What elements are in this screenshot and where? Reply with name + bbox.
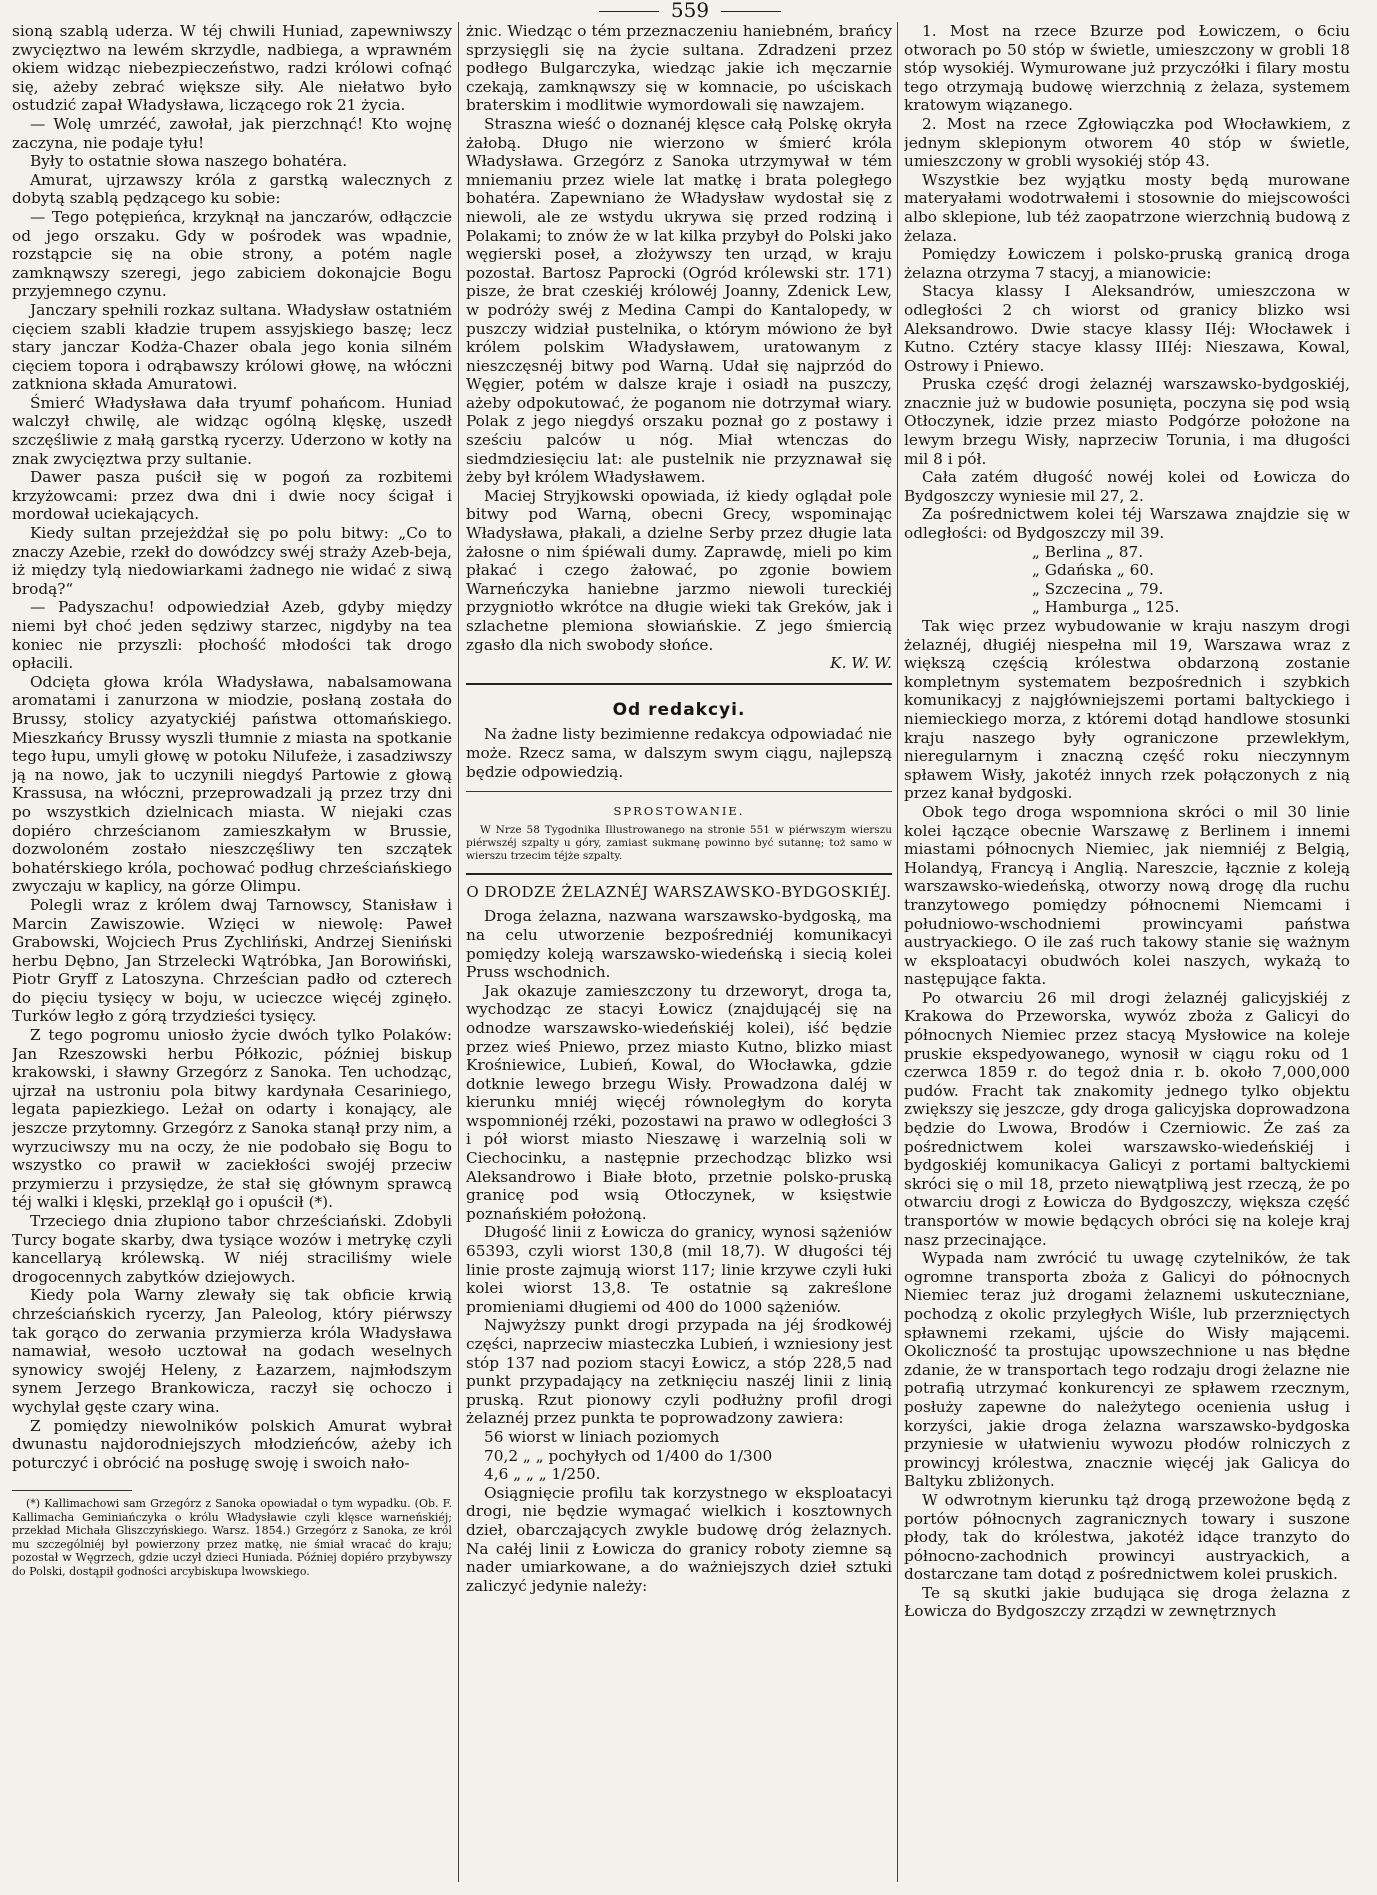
paragraph: Wszystkie bez wyjątku mosty będą murowane materyałami wodotrwałemi i stosownie do miejscowości albo sklepione, lub téż zaopatrzone wierzchnią budową z żelaza.: [904, 170, 1350, 245]
paragraph: Pruska część drogi żelaznéj warszawsko-bydgoskiéj, znacznie już w budowie posunięta, poczyna się pod wsią Otłoczynek, idzie przez miasto Podgórze położone na lewym brzegu Wisły, naprzeciw Torunia, i ma długości mil 8 i pół.: [904, 375, 1350, 468]
paragraph: Jak okazuje zamieszczony tu drzeworyt, droga ta, wychodząc ze stacyi Łowicz (znajdującéj się na odnodze warszawsko-wiedeńskiéj kolei), iść będzie przez wieś Pniewo, przez miasto Kutno, blizko miast Krośniewice, Lubień, Kowal, do Włocławka, gdzie dotknie lewego brzegu Wisły. Prowadzona daléj w kierunku mniéj więcéj równoległym do koryta wspomnionéj rzéki, pozostawi na prawo w odległości 3 i pół wiorst miasto Nieszawę i warzelnią soli w Ciechocinku, a następnie przechodząc blizko wsi Aleksandrowo i Białe błoto, przetnie polsko-pruską granicę pod wsią Otłoczynek, w księstwie poznańskiém położoną.: [466, 981, 892, 1223]
profile-list-item: 4,6 „ „ „ 1/250.: [484, 1465, 601, 1484]
footnote-separator: [12, 1490, 132, 1491]
profile-list-item: 70,2 „ „ pochyłych od 1/400 do 1/300: [484, 1446, 773, 1465]
paragraph: Odcięta głowa króla Władysława, nabalsamowana aromatami i zanurzona w miodzie, posłaną została do Brussy, stolicy azyatyckiéj państwa ottomańskiego. Mieszkańcy Brussy wyszli tłumnie z miasta na spotkanie tego łupu, umyli głowę w potoku Nilufeże, i zasadziwszy ją na nowo, jak to uczynili niegdyś Partowie z głową Krassusa, na włóczni, przeprowadzali ją przez trzy dni po wszystkich dzielnicach miasta. W niejaki czas dopiéro chrześcianom zamieszkałym w Brussie, dozwoloném zostało nieszczęśliwy ten szczątek bohatérskiego króla, pochować podług chrześciańskiego zwyczaju w kaplicy, na górze Olimpu.: [12, 672, 452, 896]
paragraph: Maciej Stryjkowski opowiada, iż kiedy oglądał pole bitwy pod Warną, obecni Grecy, wspominając Władysława, płakali, a dzielne Serby przez długie lata żałosne o nim śpiéwali dumy. Zaprawdę, mieli po kim płakać i czego żałować, po zgonie bowiem Warneńczyka haniebne jarzmo niewoli tureckiéj przygniotło wkrótce na długie wieki tak Greków, jak i szlachetne plemiona słowiańskie. Z jego śmiercią zgasło dla nich swobody słońce.: [466, 486, 892, 654]
paragraph: żnic. Wiedząc o tém przeznaczeniu haniebném, brańcy sprzysięgli się na życie sultana. Zdradzeni przez podłego Bulgarczyka, wiedząc jakie ich męczarnie czekają, zamknąwszy się w komnacie, po uściskach braterskim i modlitwie wymordowali się nawzajem.: [466, 22, 892, 115]
paragraph: — Tego potępieńca, krzyknął na janczarów, odłączcie od jego orszaku. Gdy w pośrodek was wpadnie, rozstąpcie się na obie strony, a potém nagle zamknąwszy szeregi, jego zabiciem dokonajcie Bogu przyjemnego czynu.: [12, 207, 452, 301]
profile-list-item: 56 wiorst w liniach poziomych: [484, 1427, 720, 1446]
paragraph: 1. Most na rzece Bzurze pod Łowiczem, o 6ciu otworach po 50 stóp w świetle, umieszczony w grobli 18 stóp wysokiéj. Wymurowane już przyczółki i filary mostu tego otrzymają budowę wierzchnią z żelaza, systemem kratowym wiązanego.: [904, 22, 1350, 115]
distance-item: „ Berlina „ 87.: [1032, 542, 1144, 561]
paragraph: — Padyszachu! odpowiedział Azeb, gdyby między niemi był choć jeden sędziwy starzec, nigdyby na tea koniec nie przyszli: płochość młodości tak drogo opłacili.: [12, 598, 452, 673]
column-1: [12, 22, 452, 1882]
paragraph: Trzeciego dnia złupiono tabor chrześciański. Zdobyli Turcy bogate skarby, dwa tysiące wozów i metrykę czyli kancellaryą królewską. W niéj straciliśmy wiele drogocennych zabytków dziejowych.: [12, 1212, 452, 1286]
distance-item: „ Gdańska „ 60.: [1032, 561, 1154, 580]
section-divider: [466, 873, 892, 875]
paragraph: W odwrotnym kierunku tąż drogą przewożone będą z portów północnych zagranicznych towary i suszone płody, tak do królestwa, jakotéż idące tranzyto do północno-zachodnich prowincyi austryackich, a dostarczane tam dotąd z pośrednictwem kolei pruskich.: [904, 1490, 1350, 1584]
column-2: [466, 22, 892, 1882]
author-signature: K. W. W.: [830, 654, 892, 673]
distance-item: „ Szczecina „ 79.: [1032, 579, 1164, 598]
paragraph: Po otwarciu 26 mil drogi żelaznéj galicyjskiéj z Krakowa do Przeworska, wywóz zboża z Galicyi do północnych Niemiec przez stacyą Mysłowice na koleje pruskie ekspedyowanego, wynosił w ciągu roku od 1 czerwca 1859 r. do tegoż dnia r. b. około 7,000,000 pudów. Fracht tak znakomity jednego tylko objektu zwiększy się jeszcze, gdy droga galicyjska doprowadzona będzie do Lwowa, Brodów i Czerniowic. Że zaś za pośrednictwem kolei warszawsko-wiedeńskiéj i bydgoskiéj komunikacya Galicyi z portami baltyckiemi skróci się o mil 18, przeto niewątpliwą jest rzeczą, że po otwarciu drogi z Łowicza do Bydgoszczy, większa część transportów w mowie będących obróci się na koleje kraj nasz przecinające.: [904, 988, 1350, 1249]
distance-item: „ Hamburga „ 125.: [1032, 598, 1180, 617]
correction-note: W Nrze 58 Tygodnika Illustrowanego na stronie 551 w piérwszym wierszu piérwszéj szpalty u góry, zamiast sukmanę powinno być sutannę; toż samo w wierszu trzecim téjże szpalty.: [466, 823, 892, 862]
paragraph: Za pośrednictwem kolei téj Warszawa znajdzie się w odległości: od Bydgoszczy mil 39.: [904, 505, 1350, 543]
paragraph: Dawer pasza puścił się w pogoń za rozbitemi krzyżowcami: przez dwa dni i dwie nocy ścigał i mordował uciekających.: [12, 468, 452, 524]
paragraph: Kiedy pola Warny zlewały się tak obficie krwią chrześciańskich rycerzy, Jan Paleolog, który piérwszy tak gorąco do zerwania przymierza króla Władysława namawiał, wesoło ucztował na godach weselnych synowicy swojéj Heleny, z Łazarzem, najmłodszym synem Jerzego Brankowicza, raczył się ochoczo i wychylał gęste czary wina.: [12, 1286, 452, 1416]
column-3: [904, 22, 1350, 1882]
column-rule: [458, 22, 459, 1882]
column-rule: [897, 22, 898, 1882]
paragraph: Polegli wraz z królem dwaj Tarnowscy, Stanisław i Marcin Zawiszowie. Wzięci w niewolę: Paweł Grabowski, Wojciech Prus Zychliński, Andrzej Sieniński herbu Dębno, Jan Strzelecki Wątróbka, Jan Borowiński, Piotr Gryff z Latoszyna. Chrześcian padło od czterech do pięciu tysięcy w boju, w ucieczce więcéj zginęło. Turków legło z górą trzydzieści tysięcy.: [12, 895, 452, 1026]
paragraph: Droga żelazna, nazwana warszawsko-bydgoską, ma na celu utworzenie bezpośredniéj komunikacyi pomiędzy koleją warszawsko-wiedeńską i siecią kolei Pruss wschodnich.: [466, 907, 892, 982]
article-title: O DRODZE ŻELAZNÉJ WARSZAWSKO-BYDGOSKIÉJ.: [466, 882, 892, 901]
paragraph: Najwyższy punkt drogi przypada na jéj środkowéj części, naprzeciw miasteczka Lubień, i wzniesiony jest stóp 137 nad poziom stacyi Łowicz, a stóp 228,5 nad punkt przypadający na zetknięciu naszéj linii z linią pruską. Rzut pionowy czyli podłużny profil drogi żelaznéj przez punkta te poprowadzony zawiera:: [466, 1316, 892, 1428]
paragraph: Osiągnięcie profilu tak korzystnego w eksploatacyi drogi, nie będzie wymagać wielkich i kosztownych dzieł, obarczających zwykle budowę dróg żelaznych. Na całéj linii z Łowicza do granicy roboty ziemne są nader umiarkowane, a do ważniejszych dzieł sztuki zaliczyć jedynie należy:: [466, 1483, 892, 1595]
paragraph: Kiedy sultan przejeżdżał się po polu bitwy: „Co to znaczy Azebie, rzekł do dowódzcy swéj straży Azeb-beja, iż między tylą niedowiarkami żadnego nie widać z siwą brodą?“: [12, 524, 452, 598]
correction-heading: SPROSTOWANIE.: [613, 804, 745, 819]
editorial-heading: Od redakcyi.: [612, 699, 746, 720]
paragraph: Obok tego droga wspomniona skróci o mil 30 linie kolei łączące obecnie Warszawę z Berlinem i innemi miastami północnych Niemiec, jak niemniéj z Belgią, Holandyą, Francyą i Anglią. Nareszcie, łącznie z koleją warszawsko-wiedeńską, otworzy nową drogę dla ruchu tranzytowego pomiędzy północnemi Niemcami i południowo-wschodniemi prowincyami państwa austryackiego. O ile zaś ruch takowy stanie się ważnym w eksploatacyi obudwóch kolei naszych, wykażą to następujące fakta.: [904, 802, 1350, 989]
paragraph: Długość linii z Łowicza do granicy, wynosi sążeniów 65393, czyli wiorst 130,8 (mil 18,7). W długości téj linie proste zajmują wiorst 117; linie krzywe czyli łuki kolei wiorst 13,8. Te ostatnie są zakreślone promieniami długiemi od 400 do 1000 sążeniów.: [466, 1223, 892, 1316]
paragraph: sioną szablą uderza. W téj chwili Huniad, zapewniwszy zwycięztwo na lewém skrzydle, nadbiega, a wprawném okiem widząc niebezpieczeństwo, radzi królowi cofnąć się, ażeby zebrać większe siły. Ale niełatwo było ostudzić zapał Władysława, liczącego rok 21 życia.: [12, 22, 452, 115]
paragraph: Stacya klassy I Aleksandrów, umieszczona w odległości 2 ch wiorst od granicy blizko wsi Aleksandrowo. Dwie stacye klassy IIéj: Włocławek i Kutno. Cztéry stacye klassy IIIéj: Nieszawa, Kowal, Ostrowy i Pniewo.: [904, 282, 1350, 375]
section-divider: [466, 791, 892, 792]
paragraph: Amurat, ujrzawszy króla z garstką walecznych z dobytą szablą pędzącego ku sobie:: [12, 170, 452, 208]
paragraph: Były to ostatnie słowa naszego bohatéra.: [30, 152, 348, 171]
paragraph: Z tego pogromu uniosło życie dwóch tylko Polaków: Jan Rzeszowski herbu Półkozic, później biskup krakowski, i sławny Grzegórz z Sanoka. Ten uchodząc, ujrzał na ustroniu pola bitwy kardynała Cesariniego, legata papiezkiego. Leżał on odarty i konający, ale jeszcze przytomny. Grzegórz z Sanoka stanął przy nim, a wyrzuciwszy mu na oczy, że nie podobało się Bogu to wszystko co prawił w zaciekłości swojéj przeciw przymierzu i przysiędze, że stał się głównym sprawcą téj walki i klęski, przeklął go i opuścił (*).: [12, 1026, 452, 1212]
paragraph: Wypada nam zwrócić tu uwagę czytelników, że tak ogromne transporta zboża z Galicyi do północnych Niemiec teraz już drogami żelaznemi uskuteczniane, pochodzą z okolic przyległych Wiśle, lub przerznięctych spławnemi rzekami, ujście do Wisły mającemi. Okoliczność ta prostując upowszechnione u nas błędne zdanie, że w transportach tego rodzaju drogi żelazne nie potrafią utrzymać konkurencyi ze spławem rzecznym, posłuży zapewne do należytego ocenienia usług i korzyści, jakie droga żelazna warszawsko-bydgoska przyniesie w ułatwieniu wywozu płodów rolniczych z prowincyj królestwa, znacznie więcéj jak Galicya do Baltyku zbliżonych.: [904, 1249, 1350, 1491]
paragraph: Janczary spełnili rozkaz sultana. Władysław ostatniém cięciem szabli kładzie trupem assyjskiego baszę; lecz stary janczar Kodża-Chazer obala jego konia silném cięciem topora i odrąbawszy królowi głowę, na włóczni zatkniona składa Amuratowi.: [12, 300, 452, 394]
paragraph: — Wolę umrzéć, zawołał, jak pierzchnąć! Kto wojnę zaczyna, nie podaje tyłu!: [12, 114, 452, 152]
page-number: 559: [560, 0, 820, 20]
paragraph: Śmierć Władysława dała tryumf pohańcom. Huniad walczył chwilę, ale widząc ogólną klęskę, uszedł szczęśliwie z małą garstką rycerzy. Uderzono w kotły na znak zwycięztwa przy sultanie.: [12, 393, 452, 468]
footnote: (*) Kallimachowi sam Grzegórz z Sanoka opowiadał o tym wypadku. (Ob. F. Kallimacha Geminiańczyka o królu Władysławie czyli klęsce warneńskiéj; przekład Michała Gliszczyńskiego. Warsz. 1854.) Grzegórz z Sanoka, ze król mu szczególniéj był powierzony przez matkę, nie śmiał wracać do kraju; pozostał w Węgrzech, gdzie uczył dzieci Huniada. Później dopiéro przybywszy do Polski, dostąpił godności arcybiskupa lwowskiego.: [12, 1497, 452, 1578]
paragraph: Pomiędzy Łowiczem i polsko-pruską granicą droga żelazna otrzyma 7 stacyj, a mianowicie:: [904, 245, 1350, 282]
paragraph: 2. Most na rzece Zgłowiączka pod Włocławkiem, z jednym sklepionym otworem 40 stóp w świetle, umieszczony w grobli wysokiéj stóp 43.: [904, 114, 1350, 171]
paragraph: Straszna wieść o doznanéj klęsce całą Polskę okryła żałobą. Długo nie wierzono w śmierć króla Władysława. Grzegórz z Sanoka utrzymywał w tém mniemaniu przez wiele lat matkę i brata poległego bohatéra. Zapewniano że Władysław wydostał się z niewoli, ale ze wstydu ukrywa się przed rodziną i Polakami; to znów że w lat kilka przybył do Polski jako węgierski poseł, a złożywszy ten urząd, w kraju pozostał. Bartosz Paprocki (Ogród królewski str. 171) pisze, że brat czeskiéj królowéj Joanny, Zdenick Lew, w podróży swéj z Medina Campi do Kantalopedy, w puszczy widział pustelnika, o którym mówiono że był królem polskim Władysławem, uratowanym z nieszczęsnéj bitwy pod Warną. Udał się najprzód do Węgier, potém w dalsze kraje i osiadł na puszczy, ażeby odpokutować, że poganom nie dotrzymał wiary. Polak z jego niegdyś orszaku poznał go z postawy i sześciu palców u nóg. Miał wtenczas do siedmdziesięciu lat: ale pustelnik nie przyznawał się żeby był królem Władysławem.: [466, 114, 892, 487]
paragraph: Z pomiędzy niewolników polskich Amurat wybrał dwunastu najdorodniejszych młodzieńców, ażeby ich poturczyć i obrócić na posługę swoję i swoich nało-: [12, 1416, 452, 1472]
paragraph: Cała zatém długość nowéj kolei od Łowicza do Bydgoszczy wyniesie mil 27, 2.: [904, 468, 1350, 505]
section-divider: [466, 683, 892, 685]
paragraph: Te są skutki jakie budująca się droga żelazna z Łowicza do Bydgoszczy zrządzi w zewnętrznych: [904, 1583, 1350, 1621]
editorial-note: Na żadne listy bezimienne redakcya odpowiadać nie może. Rzecz sama, w dalszym swym ciągu, najlepszą będzie odpowiedzią.: [466, 725, 892, 781]
paragraph: Tak więc przez wybudowanie w kraju naszym drogi żelaznéj, długiéj niespełna mil 19, Warszawa wraz z większą częścią królestwa obdarzoną zostanie kompletnym systematem bezpośrednich i szybkich komunikacyj z najgłówniejszemi portami baltyckiego i niemieckiego morza, z któremi dotąd handlowe stosunki kraju naszego były ograniczone przewlekłym, nieregularnym i znaczną część roku nieczynnym spławem Wisły, jakotéż innych rzek połączonych z nią przez kanał bydgoski.: [904, 617, 1350, 803]
